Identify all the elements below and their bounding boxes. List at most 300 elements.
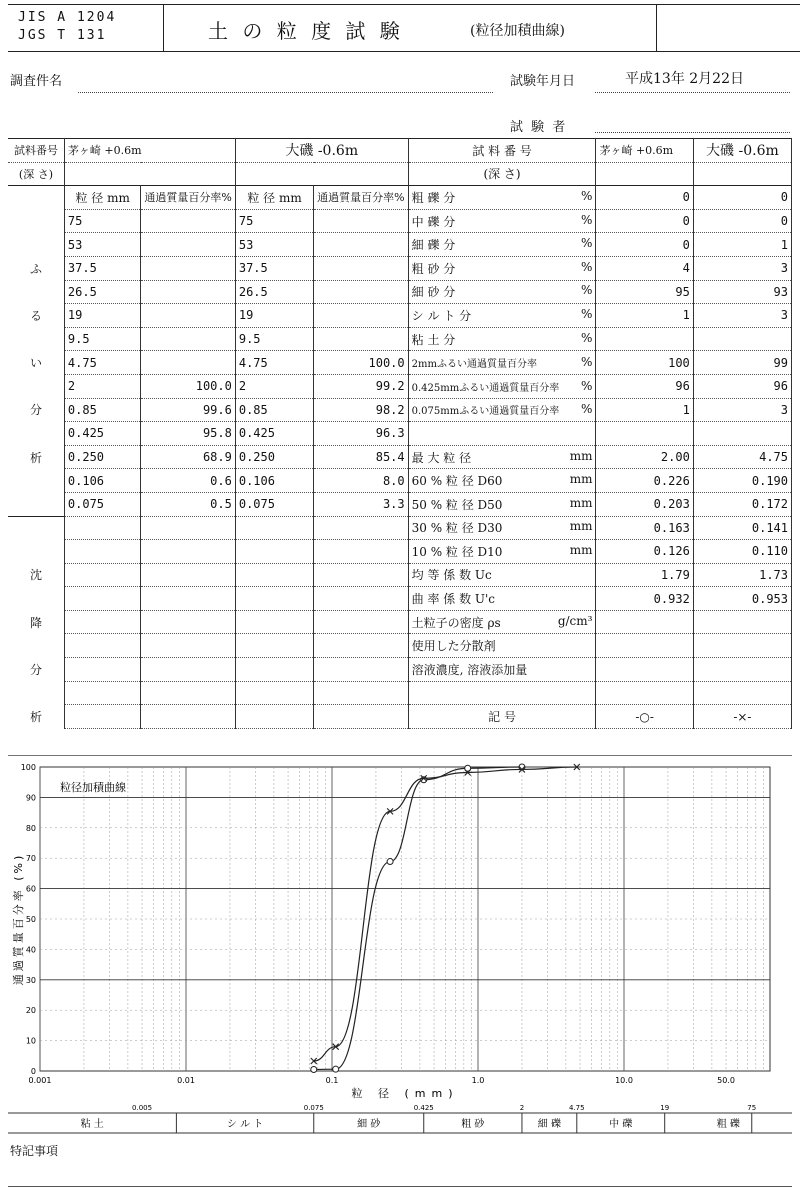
value-sample1: 1	[596, 304, 693, 328]
value-sample2: 96	[693, 374, 791, 398]
property-name: 細 砂 分	[411, 285, 456, 300]
y-tick-label: 70	[25, 854, 36, 864]
table-row	[8, 469, 792, 493]
table-header-row	[8, 139, 792, 163]
value-sample1	[596, 658, 693, 682]
size-cell: 26.5	[64, 280, 141, 304]
property-name: 0.075mmふるい通過質量百分率	[411, 406, 560, 418]
pass-cell	[141, 280, 235, 304]
property-unit: mm	[569, 542, 593, 557]
table-row	[8, 209, 792, 233]
sample2-name: 大磯 -0.6m	[235, 139, 408, 163]
value-sample2	[693, 610, 791, 634]
property-name: 中 礫 分	[411, 214, 456, 229]
empty-cell	[314, 540, 408, 564]
pass-cell	[314, 209, 408, 233]
value-sample1: 100	[596, 351, 693, 375]
empty-cell	[141, 540, 235, 564]
property-label	[408, 304, 596, 328]
boundary-label: 19	[660, 1104, 670, 1112]
y-tick-label: 80	[25, 823, 36, 833]
section-label	[8, 280, 64, 304]
size-cell: 37.5	[64, 256, 141, 280]
empty-cell	[314, 705, 408, 729]
section-label	[8, 681, 64, 705]
band-label: 中 礫	[609, 1119, 633, 1130]
property-name: 粘 土 分	[411, 332, 456, 347]
empty-cell	[235, 610, 313, 634]
empty-cell	[141, 563, 235, 587]
y-tick-label: 90	[25, 793, 36, 803]
band-label: 細 砂	[357, 1119, 381, 1130]
property-label	[408, 374, 596, 398]
table-row	[8, 186, 792, 210]
section-label	[8, 209, 64, 233]
empty-cell	[235, 681, 313, 705]
value-sample2	[693, 327, 791, 351]
section-label	[8, 540, 64, 564]
property-label	[408, 634, 596, 658]
value-sample1	[596, 610, 693, 634]
section-label	[8, 469, 64, 493]
boundary-label: 0.005	[132, 1104, 153, 1112]
empty-cell	[693, 681, 791, 705]
value-sample2: 4.75	[693, 445, 791, 469]
pass-cell	[314, 327, 408, 351]
table-row	[8, 540, 792, 564]
empty-cell	[141, 681, 235, 705]
property-label	[408, 256, 596, 280]
size-cell: 0.106	[235, 469, 313, 493]
table-row	[8, 587, 792, 611]
size-cell: 4.75	[64, 351, 141, 375]
pass-cell: 98.2	[314, 398, 408, 422]
size-cell: 0.425	[64, 422, 141, 446]
page-subtitle: (粒径加積曲線)	[470, 23, 565, 39]
sample1-name: 茅ヶ崎 +0.6m	[64, 139, 235, 163]
pass-cell: 100.0	[141, 374, 235, 398]
boundary-label: 4.75	[569, 1104, 585, 1112]
property-label	[408, 610, 596, 634]
x-tick-label: 1.0	[471, 1076, 485, 1085]
empty-cell	[596, 681, 693, 705]
property-unit: %	[581, 283, 593, 298]
section-label	[8, 492, 64, 516]
property-label	[408, 351, 596, 375]
sieve-label: 分	[8, 398, 64, 422]
size-cell: 75	[235, 209, 313, 233]
value-sample1: 0	[596, 209, 693, 233]
pass-cell: 3.3	[314, 492, 408, 516]
sieve-label: 析	[8, 445, 64, 469]
pass-cell	[141, 327, 235, 351]
size-cell: 0.075	[64, 492, 141, 516]
table-row	[8, 422, 792, 446]
empty-cell	[64, 563, 141, 587]
table-row	[8, 516, 792, 540]
right-sample2-name: 大磯 -0.6m	[693, 139, 791, 163]
section-label	[8, 587, 64, 611]
pass-cell: 96.3	[314, 422, 408, 446]
table-row	[8, 445, 792, 469]
size-cell: 0.85	[64, 398, 141, 422]
property-name: 30 % 粒 径 D30	[411, 521, 503, 536]
empty-cell	[693, 162, 791, 186]
value-sample2: 3	[693, 256, 791, 280]
y-tick-label: 40	[25, 945, 36, 955]
value-sample2: 0.141	[693, 516, 791, 540]
section-label	[8, 186, 64, 210]
property-label	[408, 516, 596, 540]
property-label	[408, 422, 596, 446]
property-unit: %	[581, 402, 593, 417]
col-size-header: 粒 径 mm	[64, 186, 141, 210]
symbol-sample2: -×-	[693, 705, 791, 729]
value-sample1: 0.226	[596, 469, 693, 493]
empty-cell	[64, 705, 141, 729]
property-label	[408, 186, 596, 210]
empty-cell	[64, 162, 235, 186]
right-depth-label: (深 さ)	[408, 162, 596, 186]
value-sample2: 93	[693, 280, 791, 304]
property-name: 60 % 粒 径 D60	[411, 474, 503, 489]
size-cell: 19	[235, 304, 313, 328]
empty-cell	[314, 658, 408, 682]
value-sample1: 0.163	[596, 516, 693, 540]
value-sample2: 0	[693, 209, 791, 233]
table-row	[8, 634, 792, 658]
property-name: 粗 礫 分	[411, 190, 456, 205]
property-unit: %	[581, 355, 593, 370]
property-unit: mm	[569, 472, 593, 487]
property-label	[408, 563, 596, 587]
date-line	[595, 92, 790, 93]
sieve-label: る	[8, 304, 64, 328]
table-row	[8, 658, 792, 682]
empty-cell	[314, 681, 408, 705]
pass-cell: 99.6	[141, 398, 235, 422]
symbol-label: 記 号	[408, 705, 596, 729]
symbol-sample1: -○-	[596, 705, 693, 729]
sedimentation-label: 沈	[8, 563, 64, 587]
size-cell: 2	[64, 374, 141, 398]
property-name: 最 大 粒 径	[411, 450, 472, 465]
standard-codes	[18, 9, 116, 45]
size-cell: 2	[235, 374, 313, 398]
empty-cell	[235, 634, 313, 658]
divider	[656, 5, 657, 51]
sieve-label: ふ	[8, 256, 64, 280]
standard-jis: JIS A 1204	[18, 10, 117, 25]
boundary-label: 0.075	[303, 1104, 324, 1112]
grading-curve-chart	[0, 755, 800, 1150]
size-cell: 0.106	[64, 469, 141, 493]
band-label: 粗 礫	[716, 1119, 740, 1130]
y-tick-label: 10	[25, 1036, 36, 1046]
pass-cell	[141, 233, 235, 257]
value-sample1: 0	[596, 186, 693, 210]
pass-cell	[314, 256, 408, 280]
empty-cell	[64, 634, 141, 658]
empty-cell	[64, 610, 141, 634]
property-unit: %	[581, 212, 593, 227]
property-unit: %	[581, 378, 593, 393]
value-sample1	[596, 422, 693, 446]
boundary-label: 75	[747, 1104, 757, 1112]
col-size-header: 粒 径 mm	[235, 186, 313, 210]
size-cell: 0.075	[235, 492, 313, 516]
value-sample2: 0.172	[693, 492, 791, 516]
empty-cell	[314, 587, 408, 611]
section-label	[8, 422, 64, 446]
form-header	[8, 4, 800, 52]
y-tick-label: 20	[25, 1006, 36, 1016]
table-row	[8, 610, 792, 634]
property-label	[408, 492, 596, 516]
empty-cell	[141, 705, 235, 729]
series-line	[314, 767, 577, 1061]
col-pass-header: 通過質量百分率%	[141, 186, 235, 210]
section-label	[8, 634, 64, 658]
right-sample-no-label: 試 料 番 号	[408, 139, 596, 163]
value-sample2	[693, 422, 791, 446]
empty-cell	[408, 681, 596, 705]
value-sample1: 0	[596, 233, 693, 257]
data-point-circle	[387, 859, 393, 865]
property-name: 2mmふるい通過質量百分率	[411, 359, 537, 371]
size-cell: 0.85	[235, 398, 313, 422]
empty-cell	[235, 540, 313, 564]
empty-cell	[235, 563, 313, 587]
x-tick-label: 50.0	[717, 1076, 735, 1085]
results-table	[8, 138, 792, 729]
y-tick-label: 30	[25, 975, 36, 985]
property-label	[408, 280, 596, 304]
sedimentation-label: 降	[8, 610, 64, 634]
value-sample2: 0	[693, 186, 791, 210]
pass-cell: 95.8	[141, 422, 235, 446]
standard-jgs: JGS T 131	[18, 28, 107, 43]
size-cell: 9.5	[235, 327, 313, 351]
empty-cell	[141, 587, 235, 611]
property-label	[408, 398, 596, 422]
property-unit: %	[581, 259, 593, 274]
empty-cell	[235, 658, 313, 682]
x-tick-label: 0.01	[177, 1076, 195, 1085]
section-label	[8, 374, 64, 398]
value-sample2	[693, 658, 791, 682]
property-name: 細 礫 分	[411, 238, 456, 253]
value-sample2	[693, 634, 791, 658]
empty-cell	[141, 634, 235, 658]
empty-cell	[235, 516, 313, 540]
table-row	[8, 351, 792, 375]
property-name: 50 % 粒 径 D50	[411, 497, 503, 512]
value-sample1: 0.126	[596, 540, 693, 564]
right-sample1-name: 茅ヶ崎 +0.6m	[596, 139, 693, 163]
chart-title: 粒径加積曲線	[60, 781, 126, 794]
sedimentation-label: 分	[8, 658, 64, 682]
size-cell: 4.75	[235, 351, 313, 375]
date-value: 平成13年 2月22日	[625, 71, 744, 87]
col-pass-header: 通過質量百分率%	[314, 186, 408, 210]
tester-label: 試 験 者	[510, 120, 568, 135]
value-sample2: 0.953	[693, 587, 791, 611]
property-name: 溶液濃度, 溶液添加量	[411, 662, 528, 677]
y-tick-label: 100	[20, 763, 36, 772]
band-label: 粘 土	[80, 1119, 104, 1130]
data-point-circle	[311, 1066, 317, 1072]
boundary-label: 0.425	[413, 1104, 434, 1112]
property-name: シ ル ト 分	[411, 308, 472, 323]
property-unit: %	[581, 306, 593, 321]
empty-cell	[314, 563, 408, 587]
size-cell: 19	[64, 304, 141, 328]
value-sample2: 0.110	[693, 540, 791, 564]
page-title: 土 の 粒 度 試 験	[208, 19, 404, 43]
property-unit: %	[581, 330, 593, 345]
divider	[163, 5, 164, 51]
empty-cell	[141, 658, 235, 682]
sedimentation-label: 析	[8, 705, 64, 729]
y-tick-label: 0	[30, 1067, 36, 1076]
pass-cell	[141, 351, 235, 375]
sample-no-label: 試料番号	[8, 139, 64, 163]
value-sample2: 3	[693, 304, 791, 328]
empty-cell	[141, 516, 235, 540]
size-cell: 0.250	[64, 445, 141, 469]
survey-label: 調査件名	[10, 74, 63, 89]
value-sample1: 96	[596, 374, 693, 398]
property-name: 曲 率 係 数 U'c	[411, 592, 496, 607]
pass-cell: 100.0	[314, 351, 408, 375]
size-cell: 0.425	[235, 422, 313, 446]
empty-cell	[235, 162, 408, 186]
empty-cell	[314, 610, 408, 634]
pass-cell	[141, 209, 235, 233]
bottom-rule	[8, 1186, 792, 1187]
size-cell: 53	[235, 233, 313, 257]
tester-line	[595, 132, 790, 133]
property-unit: mm	[569, 519, 593, 534]
table-row	[8, 705, 792, 729]
property-label	[408, 658, 596, 682]
boundary-label: 2	[519, 1104, 525, 1112]
pass-cell: 68.9	[141, 445, 235, 469]
value-sample1: 1	[596, 398, 693, 422]
table-row	[8, 398, 792, 422]
table-row	[8, 327, 792, 351]
band-label: シ ル ト	[226, 1119, 264, 1130]
property-label	[408, 540, 596, 564]
empty-cell	[64, 516, 141, 540]
series-line	[314, 767, 522, 1069]
table-row	[8, 681, 792, 705]
empty-cell	[64, 540, 141, 564]
pass-cell: 0.5	[141, 492, 235, 516]
empty-cell	[314, 634, 408, 658]
band-label: 粗 砂	[461, 1119, 485, 1130]
sieve-label: い	[8, 351, 64, 375]
value-sample2: 0.190	[693, 469, 791, 493]
size-cell: 26.5	[235, 280, 313, 304]
size-cell: 53	[64, 233, 141, 257]
value-sample2: 1.73	[693, 563, 791, 587]
size-cell: 37.5	[235, 256, 313, 280]
pass-cell	[141, 256, 235, 280]
value-sample1: 0.203	[596, 492, 693, 516]
table-row	[8, 233, 792, 257]
x-tick-label: 0.001	[28, 1076, 52, 1085]
survey-line	[78, 92, 493, 93]
property-unit: mm	[569, 448, 593, 463]
value-sample2: 1	[693, 233, 791, 257]
value-sample2: 3	[693, 398, 791, 422]
property-name: 使用した分散剤	[411, 639, 496, 654]
section-label	[8, 233, 64, 257]
property-name: 0.425mmふるい通過質量百分率	[411, 382, 560, 394]
property-unit: g/cm³	[557, 613, 593, 628]
empty-cell	[64, 681, 141, 705]
pass-cell	[314, 304, 408, 328]
data-point-circle	[333, 1066, 339, 1072]
empty-cell	[141, 610, 235, 634]
table-row	[8, 492, 792, 516]
section-label	[8, 516, 64, 540]
depth-label: (深 さ)	[8, 162, 64, 186]
remarks-label: 特記事項	[10, 1144, 59, 1158]
pass-cell	[141, 304, 235, 328]
size-cell: 0.250	[235, 445, 313, 469]
band-label: 細 礫	[537, 1119, 561, 1130]
value-sample1	[596, 327, 693, 351]
value-sample1: 0.932	[596, 587, 693, 611]
y-tick-label: 50	[25, 915, 36, 924]
table-row	[8, 280, 792, 304]
property-unit: %	[581, 236, 593, 251]
property-label	[408, 233, 596, 257]
section-label	[8, 327, 64, 351]
empty-cell	[64, 587, 141, 611]
value-sample1: 2.00	[596, 445, 693, 469]
empty-cell	[235, 705, 313, 729]
table-row	[8, 563, 792, 587]
pass-cell: 99.2	[314, 374, 408, 398]
size-cell: 75	[64, 209, 141, 233]
empty-cell	[596, 162, 693, 186]
table-row	[8, 256, 792, 280]
pass-cell	[314, 233, 408, 257]
size-cell: 9.5	[64, 327, 141, 351]
pass-cell: 0.6	[141, 469, 235, 493]
property-label	[408, 469, 596, 493]
property-name: 均 等 係 数 Uc	[411, 568, 492, 583]
empty-cell	[314, 516, 408, 540]
property-name: 土粒子の密度 ρs	[411, 615, 501, 630]
value-sample2: 99	[693, 351, 791, 375]
x-tick-label: 0.1	[325, 1076, 339, 1085]
value-sample1: 1.79	[596, 563, 693, 587]
value-sample1	[596, 634, 693, 658]
property-label	[408, 587, 596, 611]
pass-cell	[314, 280, 408, 304]
y-tick-label: 60	[25, 884, 36, 894]
value-sample1: 95	[596, 280, 693, 304]
x-tick-label: 10.0	[615, 1076, 633, 1085]
property-unit: %	[581, 188, 593, 203]
property-name: 10 % 粒 径 D10	[411, 544, 503, 559]
property-label	[408, 327, 596, 351]
